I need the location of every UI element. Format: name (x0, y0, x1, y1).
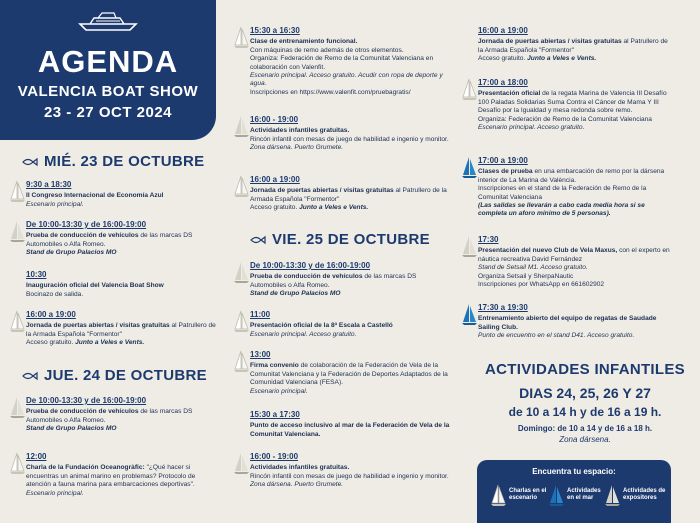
event-title: II Congreso Internacional de Economía Azul (26, 192, 164, 200)
event-time: 17:30 a 19:30 (478, 303, 528, 312)
event-time: 16:00 - 19:00 (250, 452, 299, 461)
kids-activities-box (470, 360, 700, 445)
event-title: Prueba de conducción de vehículos (250, 273, 363, 281)
event-location: Stand de Grupo Palacios MO (26, 425, 117, 433)
event-name: VALENCIA BOAT SHOW (17, 83, 199, 100)
event-item (462, 78, 674, 132)
event-title: Entrenamiento abierto del equipo de regatas de Saudade Sailing Club. (478, 315, 657, 331)
event-note: (Las salidas se llevarán a cabo cada media hora si se completa un aforo mínimo de 5 personas). (478, 201, 645, 218)
event-title: Actividades infantiles gratuitas. (250, 127, 350, 135)
fish-icon (22, 371, 38, 381)
sailboat-grey-icon (234, 452, 249, 474)
event-time: 17:30 (478, 235, 499, 244)
event-time: 16:00 a 19:00 (478, 26, 528, 35)
event-time: De 10:00-13:30 y de 16:00-19:00 (26, 396, 147, 405)
sailboat-white-icon (234, 350, 249, 372)
legend-label: Actividades de expositores (623, 487, 666, 501)
day-label: MIÉ. 23 DE OCTUBRE (44, 153, 205, 170)
event-location: Punto de encuentro en el stand D41. Acceso gratuito. (478, 332, 635, 340)
event-title: Jornada de puertas abiertas / visitas gratuitas (478, 38, 622, 46)
event-location: Escenario principal. Acceso gratuito. Acudir con ropa de deporte y agua. (250, 71, 443, 88)
sailboat-grey-icon (10, 396, 25, 418)
event-title: Prueba de conducción de vehículos (26, 408, 139, 416)
event-title: Clase de entrenamiento funcional. (250, 38, 358, 46)
legend-label: Charlas en el escenario (509, 487, 547, 501)
legend-box (477, 460, 671, 523)
event-item (462, 156, 674, 219)
event-item (234, 261, 454, 299)
event-time: 17:00 a 18:00 (478, 78, 528, 87)
sailboat-grey-icon (10, 220, 25, 242)
event-time: 12:00 (26, 452, 47, 461)
event-title: Jornada de puertas abiertas / visitas gratuitas (26, 322, 170, 330)
page-title: AGENDA (37, 44, 179, 79)
event-item (10, 220, 220, 258)
event-access: Acceso gratuito. (250, 204, 298, 212)
event-time: 16:00 - 19:00 (250, 115, 299, 124)
sailboat-grey-icon (605, 484, 620, 506)
event-description: de las marcas DS Automobiles o Alfa Romeo. (26, 408, 193, 424)
kids-activities-sunday: Domingo: de 10 a 14 y de 16 a 18 h. (517, 424, 653, 434)
event-location: Stand de Setsail M1. Acceso gratuito. (478, 264, 588, 272)
event-title: Charla de la Fundación Oceanogràfic: (26, 464, 145, 472)
event-access: Acceso gratuito. (478, 55, 526, 63)
event-time: 10:30 (26, 270, 47, 279)
kids-activities-days: DIAS 24, 25, 26 Y 27 (519, 385, 651, 402)
kids-activities-title: ACTIVIDADES INFANTILES (485, 361, 685, 378)
event-description: "¿Qué hacer si encuentras un animal marino en problemas? Protocolo de atención a fauna marina para embarcaciones deportivas". (26, 464, 196, 489)
sailboat-white-icon (234, 26, 249, 48)
event-description: Rincón infantil con mesas de juego de habilidad e ingenio y monitor. (250, 472, 449, 480)
event-location: Stand de Grupo Palacios MO (250, 290, 341, 298)
event-time: 16:00 a 19:00 (26, 310, 76, 319)
event-organizer: Organiza: Federación de Remo de la Comunitat Valenciana (478, 115, 652, 123)
sailboat-grey-icon (234, 115, 249, 137)
event-item (10, 452, 220, 498)
event-description: al Patrullero de la Armada Española "Formentor" (250, 187, 447, 203)
event-item (462, 303, 674, 341)
event-signup: Inscripciones en el stand de la Federación de Remo de la Comunitat Valenciana (478, 185, 647, 201)
event-location: Zona dársena. Puerto Grumete. (250, 144, 344, 152)
fish-icon (22, 157, 38, 167)
event-title: Clases de prueba (478, 168, 533, 176)
sailboat-white-icon (10, 310, 25, 332)
event-organizer: Organiza: Federación de Remo de la Comunitat Valenciana en colaboración con Valenfit. (250, 55, 434, 71)
event-item (234, 175, 449, 213)
legend-item-sea (549, 484, 603, 506)
event-description: de las marcas DS Automobiles o Alfa Romeo. (250, 273, 417, 289)
legend-title: Encuentra tu espacio: (532, 467, 616, 476)
event-location: Escenario principal. (26, 489, 84, 497)
event-time: 15:30 a 17:30 (250, 410, 300, 419)
event-title: Prueba de conducción de vehículos (26, 232, 139, 240)
sailboat-blue-icon (462, 156, 477, 178)
event-time: 16:00 a 19:00 (250, 175, 300, 184)
event-time: 11:00 (250, 310, 271, 319)
sailboat-grey-icon (462, 235, 477, 257)
event-title: Presentación del nuevo Club de Vela Maxus, (478, 247, 618, 255)
sailboat-white-icon (491, 484, 506, 506)
event-item (234, 452, 449, 490)
legend-item-exhibitors (605, 484, 667, 506)
event-time: 17:00 a 19:00 (478, 156, 528, 165)
kids-activities-zone: Zona dársena. (559, 434, 611, 444)
event-location: Junto a Veles e Vents. (75, 339, 145, 347)
event-time: 15:30 a 16:30 (250, 26, 300, 35)
event-location: Zona dársena. Puerto Grumete. (250, 481, 344, 489)
event-location: Junto a Veles e Vents. (299, 204, 369, 212)
event-description: con el experto en náutica recreativa David Fernández (478, 247, 670, 263)
sailboat-white-icon (234, 310, 249, 332)
event-organizer: Organiza Setsail y SherpaNautic (478, 272, 574, 280)
event-description: Con máquinas de remo además de otros elementos. (250, 46, 404, 54)
day-heading-fri (250, 230, 430, 249)
event-title: Presentación oficial de la 8ª Escala a Castelló (250, 322, 393, 330)
event-title: Inauguración oficial del Valencia Boat Show (26, 282, 164, 290)
sailboat-blue-icon (462, 303, 477, 325)
event-title: Firma convenio (250, 362, 299, 370)
event-item (234, 115, 449, 153)
sailboat-blue-icon (549, 484, 564, 506)
day-heading-wed (22, 152, 204, 171)
legend-label: Actividades en el mar (567, 487, 601, 501)
ship-logo-icon (76, 10, 140, 32)
event-time: De 10:00-13:30 y de 16:00-19:00 (26, 220, 147, 229)
event-title: Actividades infantiles gratuitas. (250, 464, 350, 472)
event-location: Escenario principal. (250, 387, 308, 395)
event-description: Bocinazo de salida. (26, 290, 84, 298)
event-dates: 23 - 27 OCT 2024 (43, 104, 173, 121)
event-item (462, 26, 674, 64)
event-title: Presentación oficial (478, 90, 541, 98)
fish-icon (250, 235, 266, 245)
event-location: Escenario principal. Acceso gratuito. (478, 123, 585, 131)
event-title: Jornada de puertas abiertas / visitas gratuitas (250, 187, 394, 195)
event-item (10, 180, 215, 209)
day-heading-thu (22, 366, 207, 385)
event-signup: Inscripciones en https://www.valenfit.com/pruebagratis/ (250, 88, 411, 96)
event-item (462, 235, 674, 289)
sailboat-white-icon (462, 78, 477, 100)
event-item (234, 410, 454, 439)
event-title: Punto de acceso inclusivo al mar de la Federación de Vela de la Comunitat Valenciana. (250, 422, 450, 438)
event-item (234, 310, 454, 339)
day-label: VIE. 25 DE OCTUBRE (272, 231, 430, 248)
sailboat-grey-icon (234, 261, 249, 283)
event-signup: Inscripciones por WhatsApp en 661602902 (478, 280, 605, 288)
header-banner (0, 0, 216, 140)
event-item (234, 350, 454, 396)
legend-item-stage (491, 484, 547, 506)
event-description: al Patrullero de la Armada Española "Formentor" (26, 322, 216, 338)
event-description: Rincón infantil con mesas de juego de habilidad e ingenio y monitor. (250, 135, 449, 143)
event-item (10, 310, 220, 348)
event-description: de colaboración de la Federación de Vela de la Comunitat Valenciana y la Federación de Deportes Adaptados de la Comunidad Valenciana (FESA). (250, 362, 448, 387)
sailboat-white-icon (10, 452, 25, 474)
event-item (10, 270, 215, 299)
event-description: al Patrullero de la Armada Española "Formentor" (478, 38, 668, 54)
event-description: en una embarcación de remo por la dársena interior de La Marina de València. (478, 168, 665, 184)
event-time: 9:30 a 18:30 (26, 180, 72, 189)
day-label: JUE. 24 DE OCTUBRE (44, 367, 207, 384)
event-item (10, 396, 220, 434)
event-location: Escenario principal. (26, 200, 84, 208)
event-item (234, 26, 454, 97)
kids-activities-hours: de 10 a 14 h y de 16 a 19 h. (508, 405, 662, 420)
event-time: 13:00 (250, 350, 271, 359)
event-location: Escenario principal. Acceso gratuito. (250, 330, 357, 338)
event-access: Acceso gratuito. (26, 339, 74, 347)
sailboat-white-icon (234, 175, 249, 197)
event-description: de las marcas DS Automobiles o Alfa Romeo. (26, 232, 193, 248)
event-description: de la regata Marina de Valencia III Desafío 100 Paladas Solidarias Suma Contra el Cáncer de Mama Y III Desafío por la Igualdad y mesa redonda sobre remo. (478, 90, 667, 115)
sailboat-white-icon (10, 180, 25, 202)
event-location: Stand de Grupo Palacios MO (26, 249, 117, 257)
event-location: Junto a Veles e Vents. (527, 55, 597, 63)
event-time: De 10:00-13:30 y de 16:00-19:00 (250, 261, 371, 270)
